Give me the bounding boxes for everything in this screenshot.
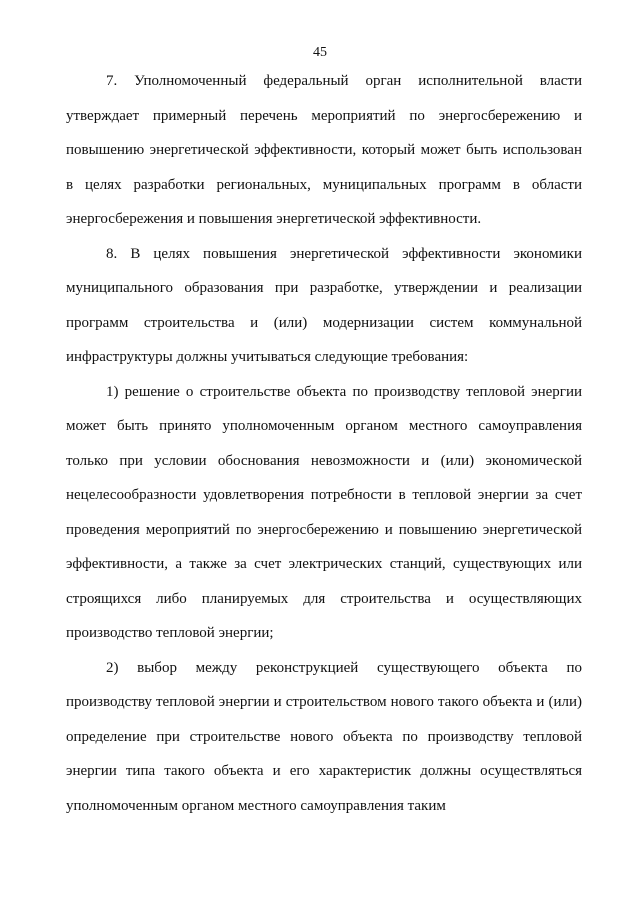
document-body	[66, 64, 582, 823]
paragraph-8-item-1: 1) решение о строительстве объекта по производству тепловой энергии может быть принято уполномоченным органом местного самоуправления только при условии обоснования невозможности и (или) экономической нецелесообразности удовлетворения потребности в тепловой энергии за счет проведения мероприятий по энергосбережению и повышению энергетической эффективности, а также за счет электрических станций, существующих или строящихся либо планируемых для строительства и осуществляющих производство тепловой энергии;	[66, 383, 582, 641]
paragraph-8-item-2: 2) выбор между реконструкцией существующего объекта по производству тепловой энергии и строительством нового такого объекта и (или) определение при строительстве нового объекта по производству тепловой энергии типа такого объекта и его характеристик должны осуществляться уполномоченным органом местного самоуправления таким	[66, 659, 582, 814]
page-number: 45	[313, 45, 327, 60]
paragraph-7: 7. Уполномоченный федеральный орган исполнительной власти утверждает примерный перечень мероприятий по энергосбережению и повышению энергетической эффективности, который может быть использован в целях разработки региональных, муниципальных программ в области энергосбережения и повышения энергетической эффективности.	[66, 73, 582, 227]
paragraph-8: 8. В целях повышения энергетической эффективности экономики муниципального образования при разработке, утверждении и реализации программ строительства и (или) модернизации систем коммунальной инфраструктуры должны учитываться следующие требования:	[66, 245, 582, 365]
